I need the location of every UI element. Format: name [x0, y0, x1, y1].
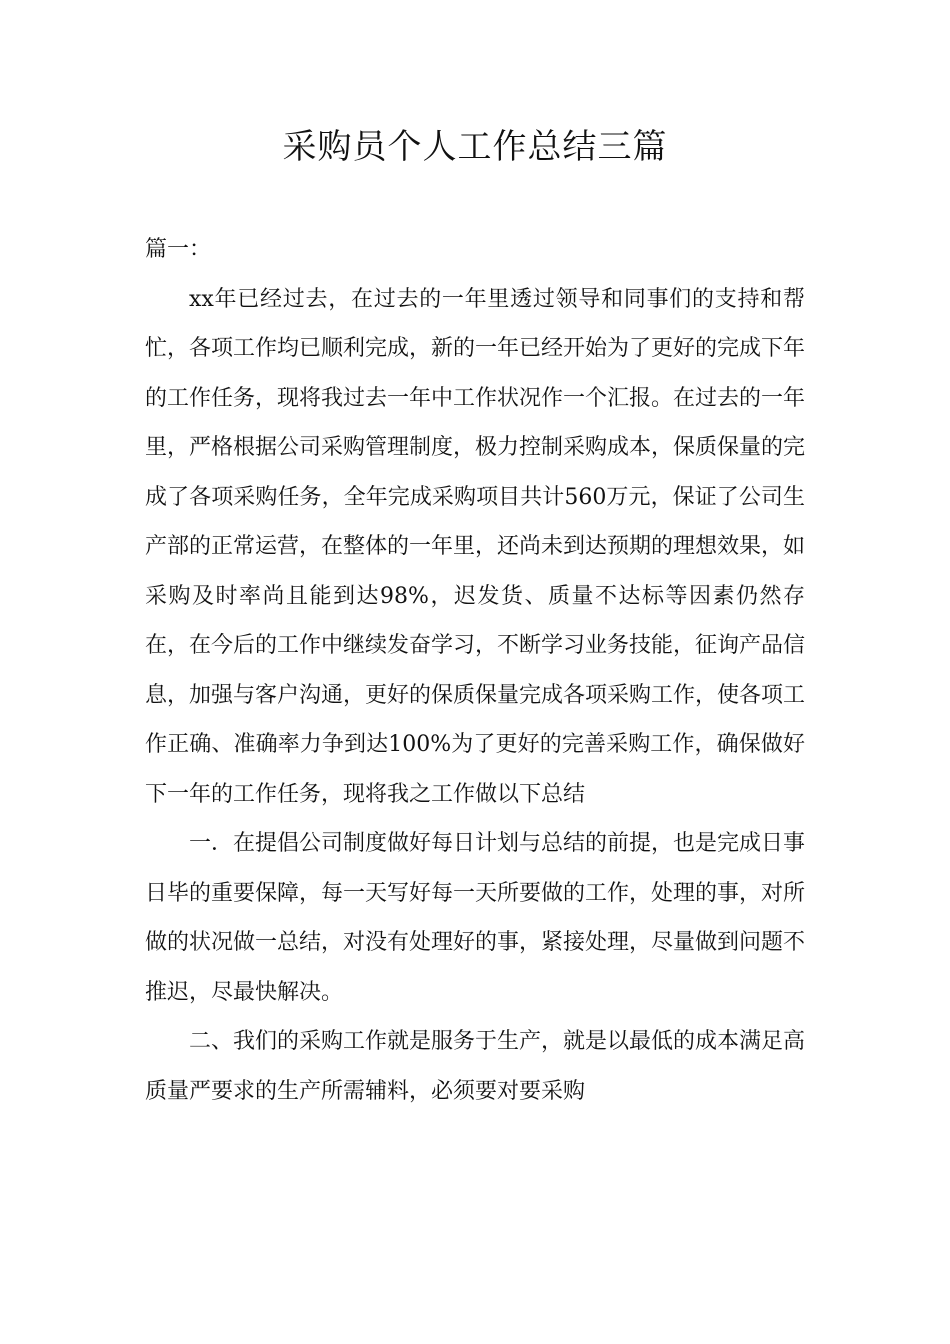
document-title: 采购员个人工作总结三篇 [282, 127, 668, 167]
paragraph-point-two: 二、我们的采购工作就是服务于生产，就是以最低的成本满足高质量严要求的生产所需辅料，必须要对要采购 [145, 1029, 806, 1104]
section-label: 篇一： [145, 237, 212, 262]
document-body [145, 225, 805, 1116]
paragraph-point-one: 一．在提倡公司制度做好每日计划与总结的前提，也是完成日事日毕的重要保障，每一天写好每一天所要做的工作，处理的事，对所做的状况做一总结，对没有处理好的事，紧接处理，尽量做到问题不推迟，尽最快解决。 [145, 831, 806, 1005]
paragraph-intro: xx年已经过去，在过去的一年里透过领导和同事们的支持和帮忙，各项工作均已顺利完成，新的一年已经开始为了更好的完成下年的工作任务，现将我过去一年中工作状况作一个汇报。在过去的一年里，严格根据公司采购管理制度，极力控制采购成本，保质保量的完成了各项采购任务，全年完成采购项目共计560万元，保证了公司生产部的正常运营，在整体的一年里，还尚未到达预期的理想效果，如采购及时率尚且能到达98%，迟发货、质量不达标等因素仍然存在，在今后的工作中继续发奋学习，不断学习业务技能，征询产品信息，加强与客户沟通，更好的保质保量完成各项采购工作，使各项工作正确、准确率力争到达100%为了更好的完善采购工作，确保做好下一年的工作任务，现将我之工作做以下总结 [145, 286, 806, 807]
